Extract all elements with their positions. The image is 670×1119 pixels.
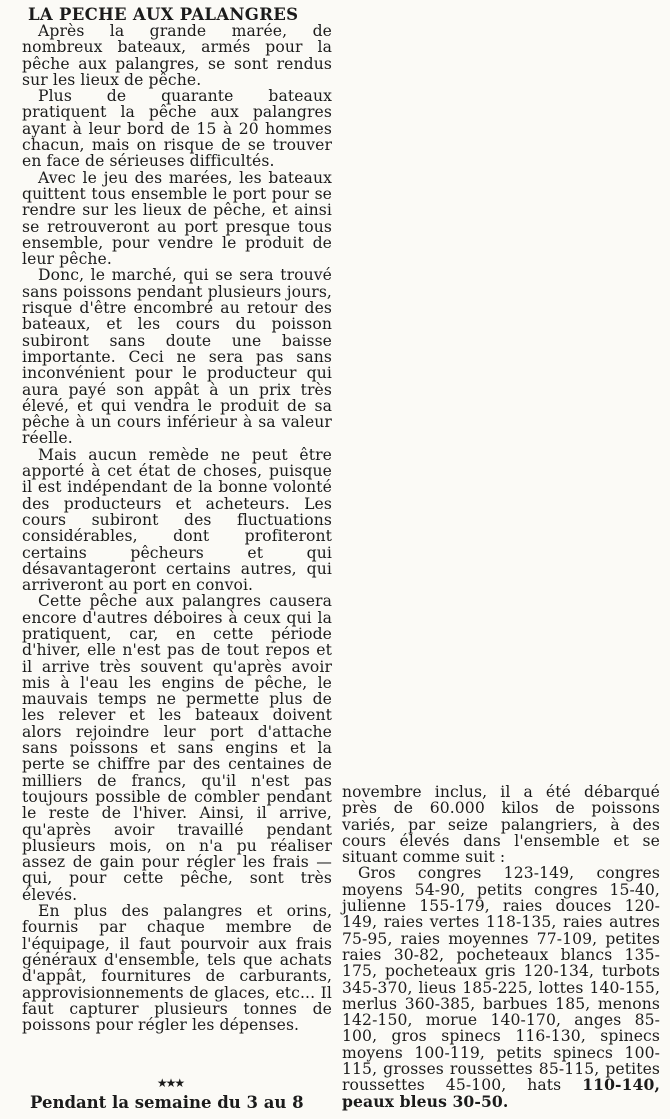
article-paragraph-6: Cette pêche aux palangres causera encore d'autres déboires à ceux qui la pratiquent, car, en cette période d'hiver, elle n'est pas de tout repos et il arrive très souvent qu'après avoir mis à l'eau les engins de pêche, le mauvais temps ne permette plus de les relever et les bateaux doivent alors rejoindre leur port d'attache sans poissons et sans engins et la perte se chiffre par des centaines de milliers de francs, qu'il n'est pas toujours possible de combler pendant le reste de l'hiver. Ainsi, il arrive, qu'après avoir travaillé pendant plusieurs mois, on n'a pu réaliser assez de gain pour régler les frais — qui, pour cette pêche, sont très élevés.	[22, 592, 332, 904]
article-paragraph-2: Plus de quarante bateaux pratiquent la pêche aux palangres ayant à leur bord de 15 à 20 hommes chacun, mais on risque de se trouver en face de sérieuses difficultés.	[22, 87, 332, 171]
section-separator-stars: ★★★	[156, 1076, 184, 1090]
article-column-left	[22, 6, 332, 1033]
continuation-paragraph: novembre inclus, il a été débarqué près de 60.000 kilos de poissons variés, par seize palangriers, à des cours élevés dans l'ensemble et se situant comme suit :	[342, 783, 660, 867]
article-headline: LA PECHE AUX PALANGRES	[28, 5, 299, 24]
price-list-end: 110-140, peaux bleus 30-50.	[342, 1075, 660, 1111]
article-paragraph-7: En plus des palangres et orins, fournis par chaque membre de l'équipage, il faut pourvoir aux frais généraux d'ensemble, tels que achats d'appât, fournitures de carburants, approvisionnements de glaces, etc... Il faut capturer plusieurs tonnes de poissons pour régler les dépenses.	[22, 902, 332, 1035]
article-paragraph-3: Avec le jeu des marées, les bateaux quittent tous ensemble le port pour se rendre sur les lieux de pêche, et ainsi se retrouveront au port presque tous ensemble, pour vendre le produit de leur pêche.	[22, 168, 332, 269]
article-paragraph-5: Mais aucun remède ne peut être apporté à cet état de choses, puisque il est indépendant de la bonne volonté des producteurs et acheteurs. Les cours subiront des fluctuations considérables, dont profiteront certains pêcheurs et qui désavantageront certains autres, qui arriveront au port en convoi.	[22, 445, 332, 595]
article-column-right	[342, 784, 660, 1110]
price-list-text: Gros congres 123-149, congres moyens 54-90, petits congres 15-40, julienne 155-179, raies douces 120-149, raies vertes 118-135, raies autres 75-95, raies moyennes 77-109, petites raies 30-82, pocheteaux blancs 135-175, pocheteaux gris 120-134, turbots 345-370, lieus 185-225, lottes 140-155, merlus 360-385, barbues 185, menons 142-150, morue 140-170, anges 85-100, gros spinecs 116-130, spinecs moyens 100-119, petits spinecs 100-115, grosses roussettes 85-115, petites roussettes 45-100, hats	[342, 864, 660, 1095]
section-subheading: Pendant la semaine du 3 au 8	[30, 1093, 304, 1112]
price-list-paragraph	[342, 865, 660, 1109]
article-paragraph-1: Après la grande marée, de nombreux bateaux, armés pour la pêche aux palangres, se sont rendus sur les lieux de pêche.	[22, 22, 332, 89]
article-paragraph-4: Donc, le marché, qui se sera trouvé sans poissons pendant plusieurs jours, risque d'être encombré au retour des bateaux, et les cours du poisson subiront sans doute une baisse importante. Ceci ne sera pas sans inconvénient pour le producteur qui aura payé son appât à un prix très élevé, et qui vendra le produit de sa pêche à un cours inférieur à sa valeur réelle.	[22, 266, 332, 448]
